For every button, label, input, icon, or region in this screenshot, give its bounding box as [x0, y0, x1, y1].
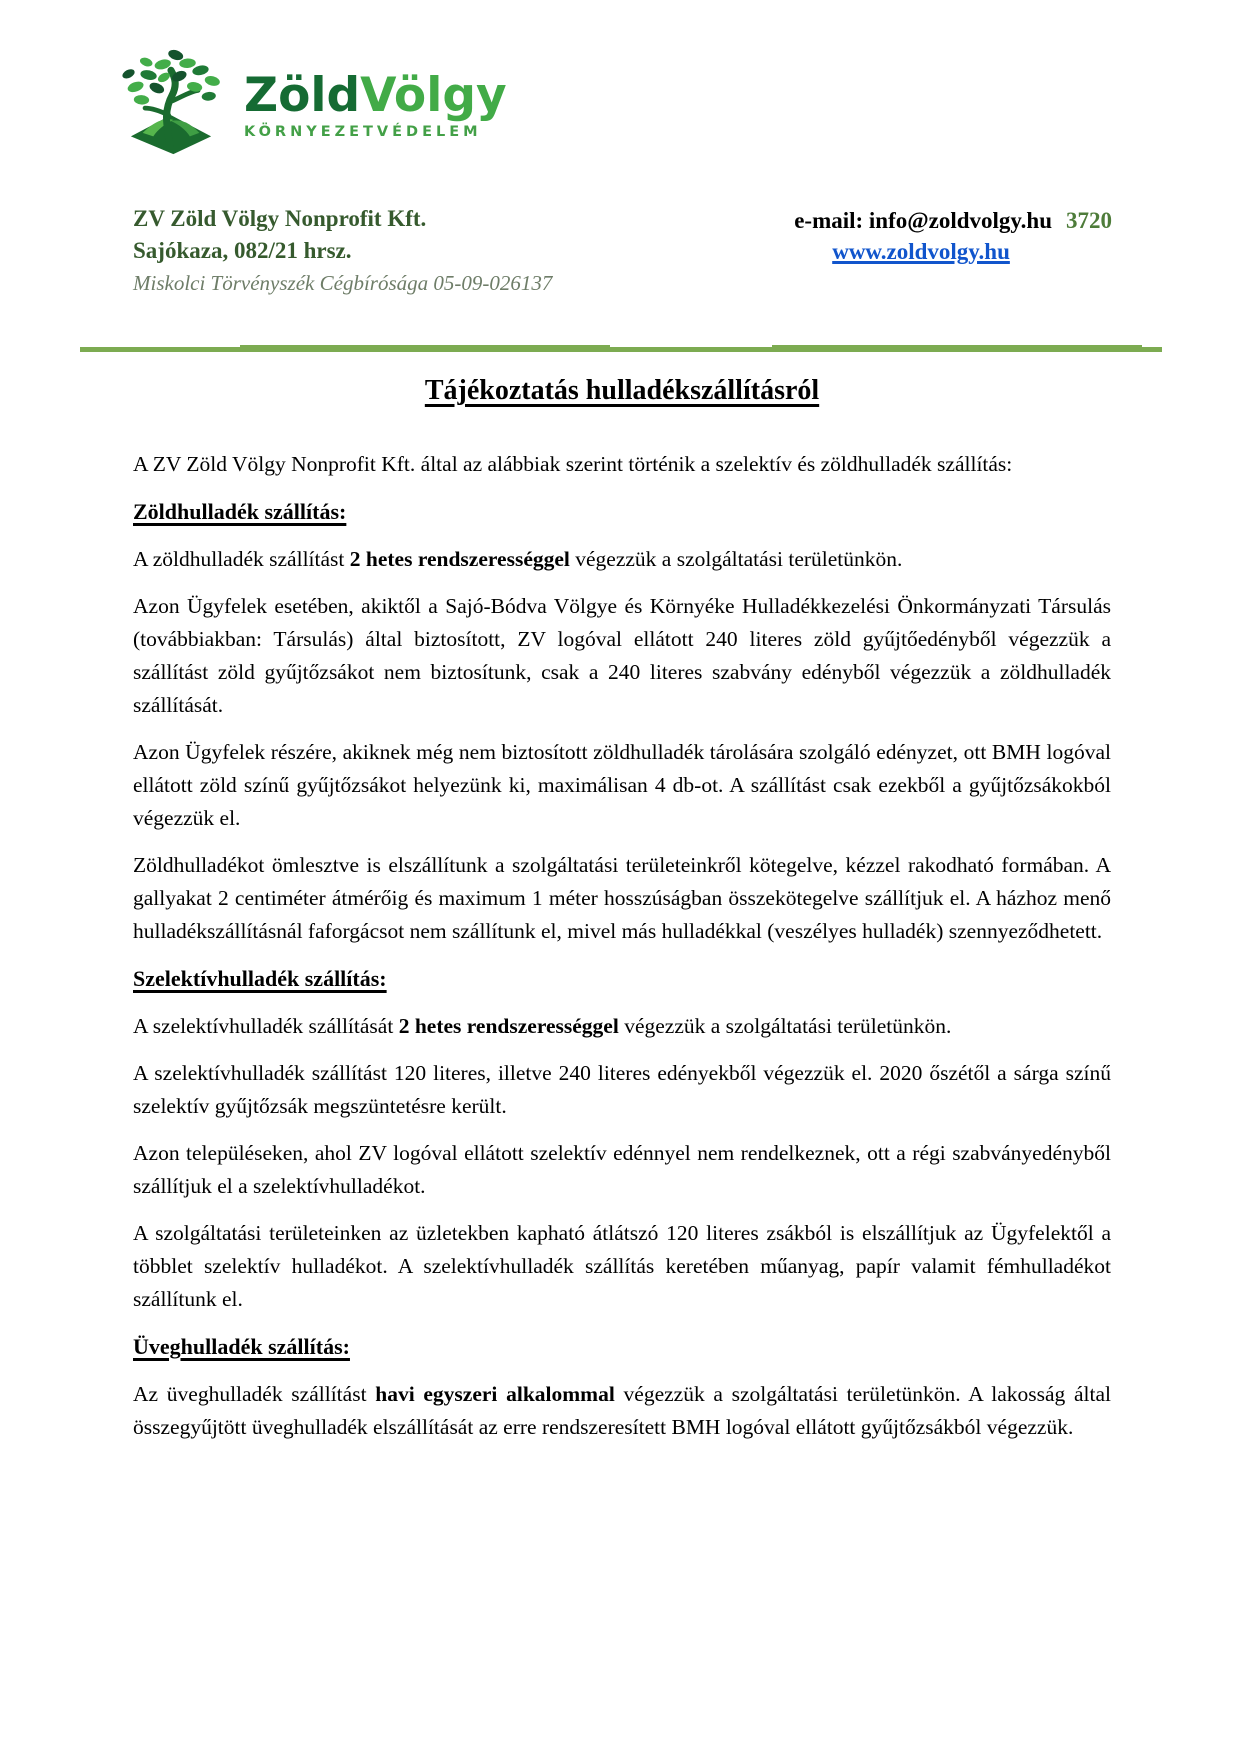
paragraph-segment: A ZV Zöld Völgy Nonprofit Kft. által az alábbiak szerint történik a szelektív és zöldhulladék szállítás:: [133, 452, 1013, 476]
company-logo: [112, 42, 507, 160]
section-heading: Zöldhulladék szállítás:: [133, 499, 347, 524]
paragraph-segment: Azon Ügyfelek részére, akiknek még nem biztosított zöldhulladék tárolására szolgáló edényzet, ott BMH logóval ellátott zöld színű gyűjtőzsákot helyezünk ki, maximálisan 4 db-ot. A szállítást csak ezekből a gyűjtőzsákokból végezzük el.: [133, 740, 1111, 830]
tree-logo-icon: [112, 42, 230, 160]
website-link[interactable]: www.zoldvolgy.hu: [832, 239, 1010, 264]
section-heading: Üveghulladék szállítás:: [133, 1334, 350, 1359]
letterhead-left: [133, 203, 552, 299]
website-line: [794, 239, 1112, 265]
brand-wordmark: [244, 62, 507, 140]
paragraph-segment: A zöldhulladék szállítást: [133, 547, 350, 571]
letterhead: [133, 203, 1112, 299]
paragraph: [133, 590, 1111, 722]
letterhead-right: [794, 203, 1112, 299]
paragraph: [133, 1137, 1111, 1203]
paragraph: [133, 543, 1111, 576]
section-heading: Szelektívhulladék szállítás:: [133, 966, 387, 991]
court-registration: Miskolci Törvényszék Cégbírósága 05-09-026137: [133, 271, 553, 295]
paragraph-segment: végezzük a szolgáltatási területünkön.: [569, 547, 903, 571]
paragraph: [133, 1217, 1111, 1316]
email-text: e-mail: info@zoldvolgy.hu: [794, 208, 1052, 233]
paragraph-segment: Az üveghulladék szállítást: [133, 1382, 376, 1406]
paragraph-segment: Zöldhulladékot ömlesztve is elszállítunk a szolgáltatási területeinkről kötegelve, kézzel rakodható formában. A gallyakat 2 centiméter átmérőig és maximum 1 méter hosszúságban összekötegelve szállítjuk el. A házhoz menő hulladékszállításnál faforgácsot nem szállítunk el, mivel más hulladékkal (veszélyes hulladék) szennyeződhetett.: [133, 853, 1111, 943]
paragraph: [133, 736, 1111, 835]
paragraph-segment: végezzük a szolgáltatási területünkön.: [618, 1014, 952, 1038]
brand-name-secondary: Völgy: [360, 68, 507, 123]
paragraph: [133, 1010, 1111, 1043]
paragraph-segment: A szelektívhulladék szállítását: [133, 1014, 399, 1038]
brand-name-primary: Zöld: [244, 68, 361, 123]
paragraph: [133, 849, 1111, 948]
page-title: Tájékoztatás hulladékszállításról: [424, 375, 820, 406]
brand-tagline: KÖRNYEZETVÉDELEM: [244, 124, 482, 140]
paragraph-segment: Azon Ügyfelek esetében, akiktől a Sajó-Bódva Völgye és Környéke Hulladékkezelési Önkormányzati Társulás (továbbiakban: Társulás) által biztosított, ZV logóval ellátott 240 literes zöld gyűjtőedényből végezzük a szállítást zöld gyűjtőzsákot nem biztosítunk, csak a 240 literes szabvány edényből végezzük a zöldhulladék szállítását.: [133, 594, 1111, 717]
paragraph-bold-segment: 2 hetes rendszerességgel: [349, 547, 570, 571]
postal-code: 3720: [1066, 208, 1112, 233]
paragraph: [133, 1378, 1111, 1444]
paragraph-segment: A szolgáltatási területeinken az üzletekben kapható átlátszó 120 literes zsákból is elszállítjuk az Ügyfelektől a többlet szelektív hulladékot. A szelektívhulladék szállítás keretében műanyag, papír valamit fémhulladékot szállítunk el.: [133, 1221, 1111, 1311]
title-row: [133, 375, 1111, 407]
company-address: Sajókaza, 082/21 hrsz.: [133, 238, 352, 263]
header-divider: [80, 345, 1162, 352]
paragraph-bold-segment: 2 hetes rendszerességgel: [398, 1014, 619, 1038]
email-line: [794, 205, 1112, 237]
document-body: [133, 448, 1111, 1458]
company-name: ZV Zöld Völgy Nonprofit Kft.: [133, 206, 427, 231]
paragraph-bold-segment: havi egyszeri alkalommal: [375, 1382, 615, 1406]
paragraph: [133, 448, 1111, 481]
paragraph-segment: Azon településeken, ahol ZV logóval ellátott szelektív edénnyel nem rendelkeznek, ott a régi szabványedényből szállítjuk el a szelektívhulladékot.: [133, 1141, 1111, 1198]
paragraph-segment: végezzük a szolgáltatási területünkön. A lakosság által összegyűjtött üveghulladék elszállítását az erre rendszeresített BMH logóval ellátott gyűjtőzsákból végezzük.: [133, 1382, 1111, 1439]
paragraph: [133, 1057, 1111, 1123]
paragraph-segment: A szelektívhulladék szállítást 120 literes, illetve 240 literes edényekből végezzük el. 2020 őszétől a sárga színű szelektív gyűjtőzsák megszüntetésre került.: [133, 1061, 1111, 1118]
